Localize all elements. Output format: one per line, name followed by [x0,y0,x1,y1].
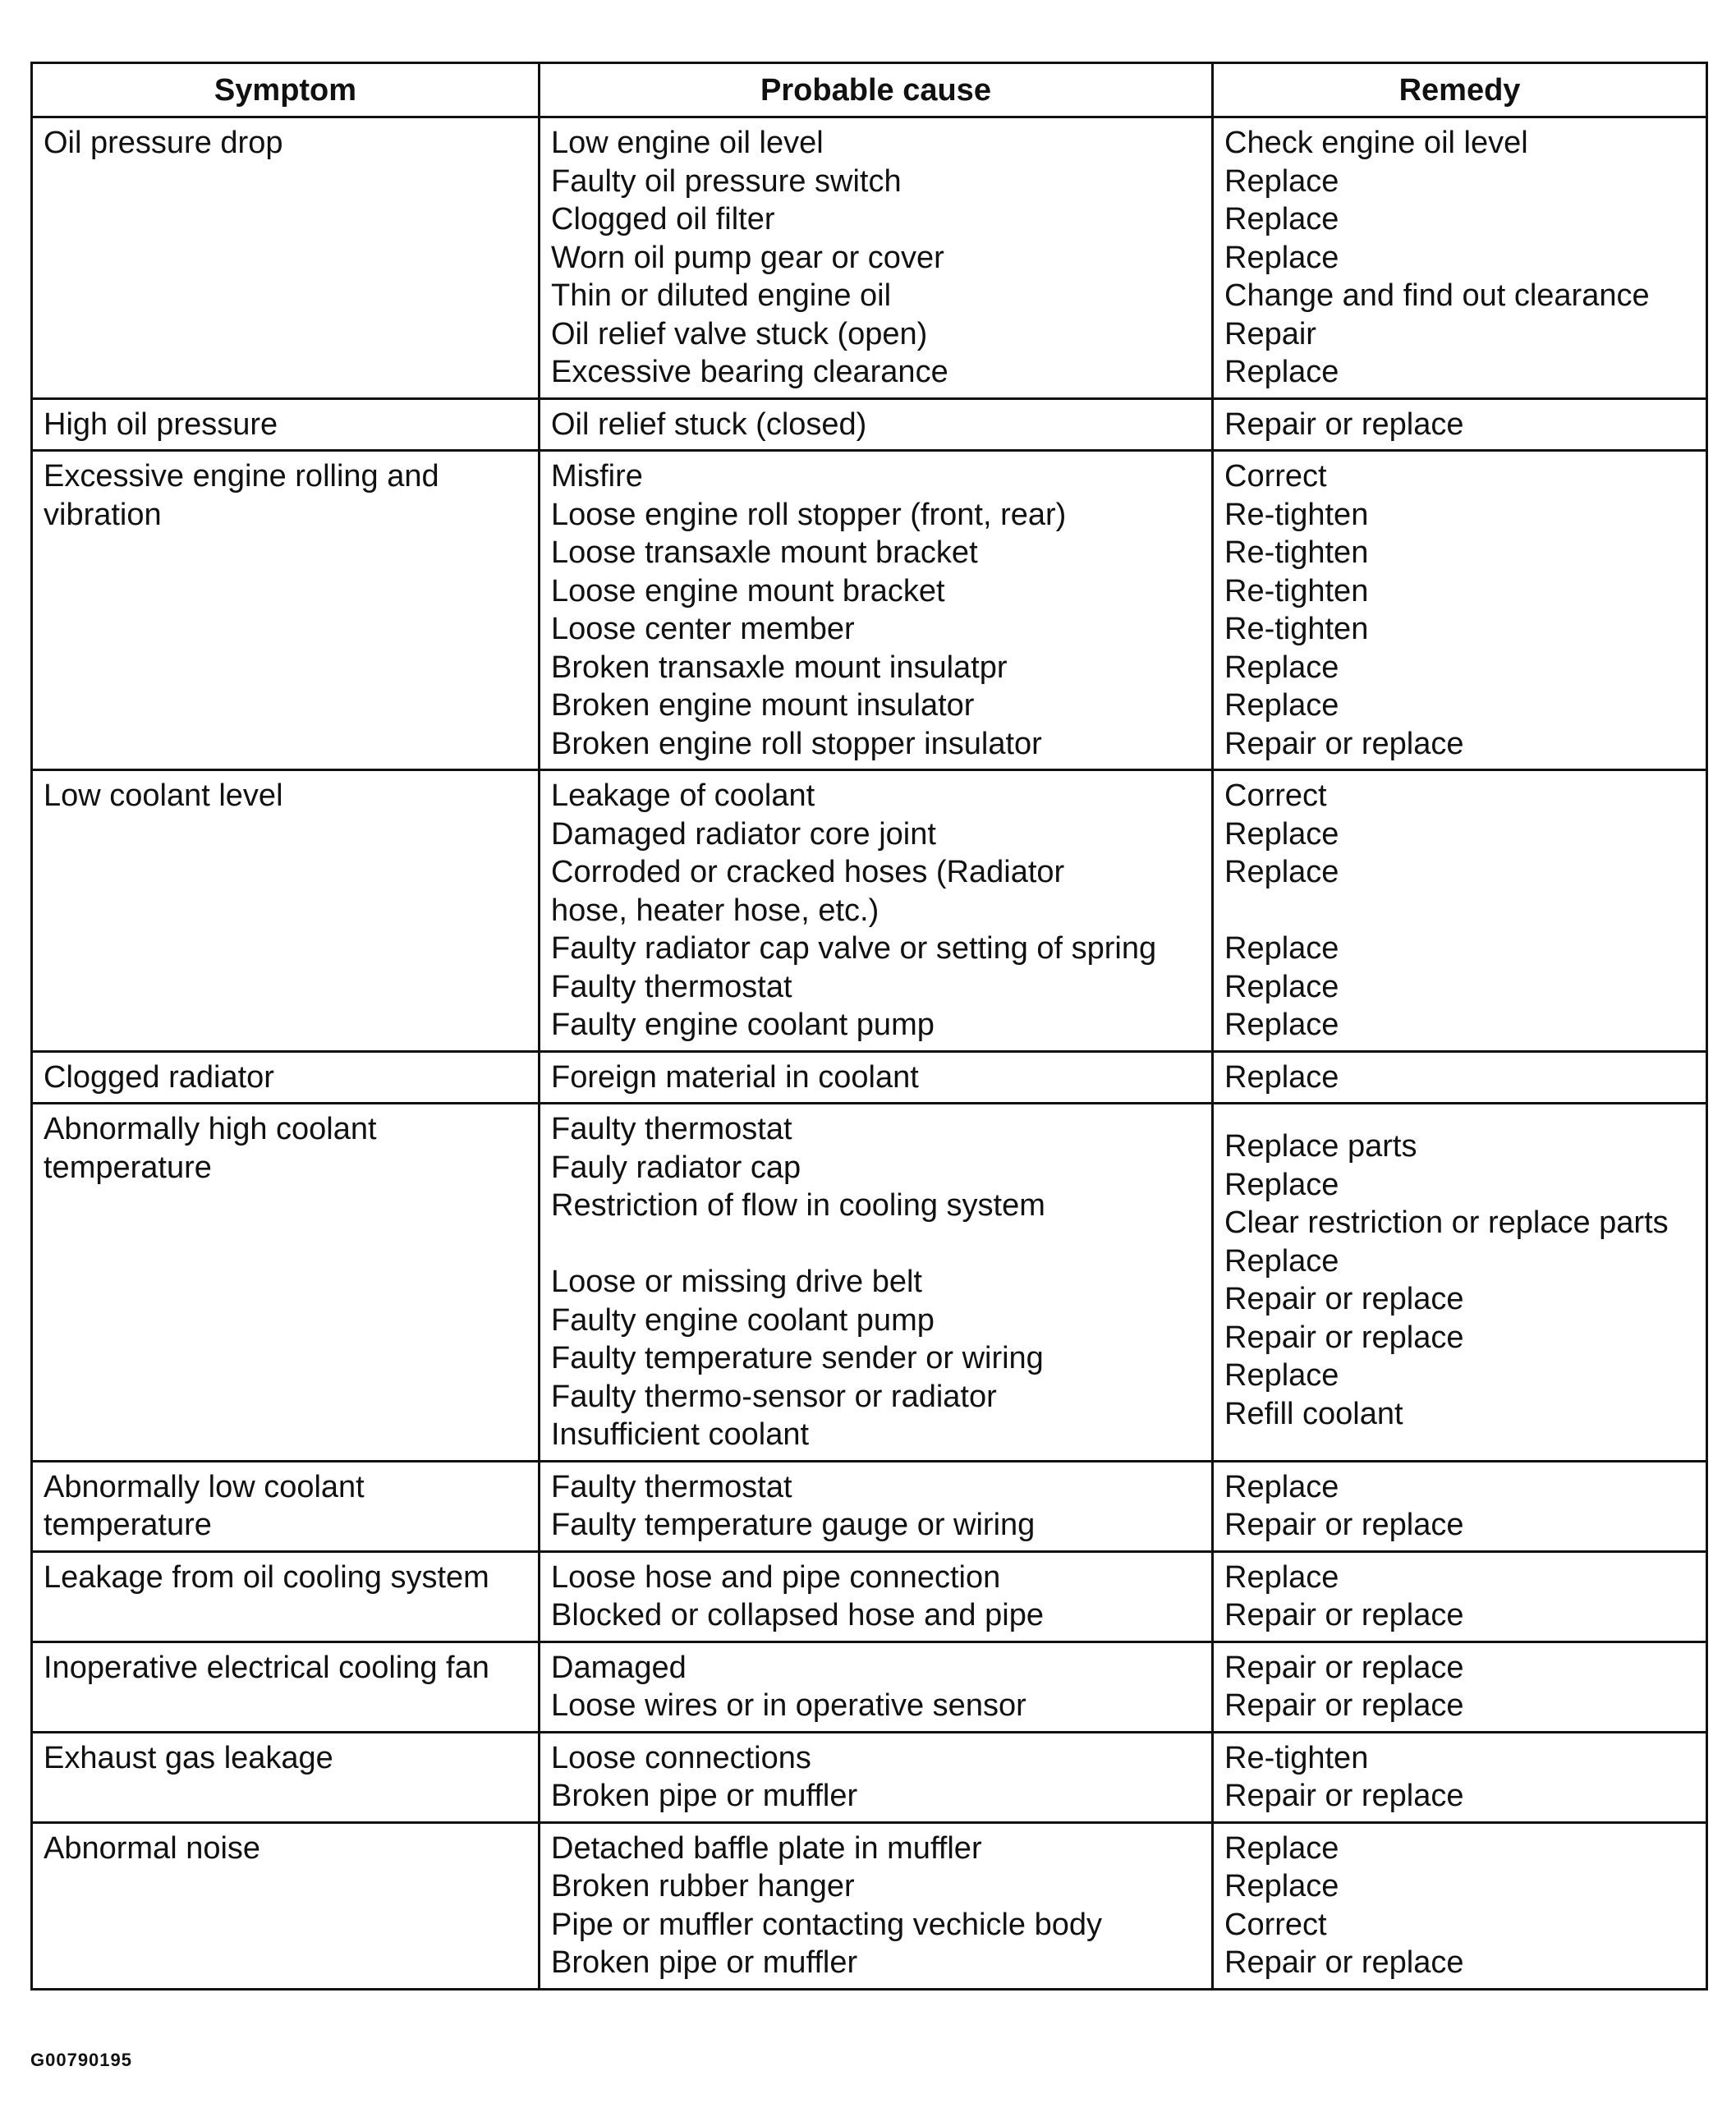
table-row [32,770,1707,1052]
remedy-text: Replace [1224,1243,1339,1279]
symptom-text: temperature [44,1150,212,1185]
cause-text: Faulty temperature sender or wiring [551,1341,1044,1375]
cause-cell-lines [540,1104,1211,1460]
remedy-cell [1213,1551,1707,1642]
remedy-text: Replace [1224,855,1339,889]
cause-text: Broken rubber hanger [551,1869,855,1903]
cause-text: Thin or diluted engine oil [551,278,892,313]
remedy-text: Correct [1224,459,1327,494]
cause-text: Faulty radiator cap valve or setting of spring [551,931,1157,966]
cause-text: Blocked or collapsed hose and pipe [551,1598,1044,1632]
remedy-cell-lines [1214,1643,1706,1731]
cause-text: Loose transaxle mount bracket [551,535,978,570]
symptom-cell-lines [33,771,538,821]
cause-text: Loose wires or in operative sensor [551,1688,1026,1723]
remedy-cell-lines [1214,1733,1706,1821]
header-probable-cause: Probable cause [540,63,1213,117]
cause-cell [540,1732,1213,1822]
remedy-cell [1213,117,1707,399]
remedy-text: Correct [1224,1907,1327,1942]
remedy-text: Repair or replace [1224,1945,1464,1980]
cause-cell-lines [540,1053,1211,1103]
cause-text: Worn oil pump gear or cover [551,240,944,275]
cause-cell [540,117,1213,399]
symptom-text: vibration [44,497,162,532]
remedy-cell [1213,398,1707,451]
remedy-cell-lines [1214,452,1706,769]
remedy-text: Repair or replace [1224,1598,1464,1632]
remedy-text: Re-tighten [1224,535,1369,570]
table-row [32,451,1707,770]
remedy-cell-lines [1214,1824,1706,1988]
symptom-text: Excessive engine rolling and [44,459,439,494]
remedy-text: Replace parts [1224,1129,1417,1164]
cause-text: Clogged oil filter [551,202,775,236]
symptom-text: Abnormal noise [44,1830,261,1866]
symptom-cell [32,1461,540,1551]
cause-text: Excessive bearing clearance [551,355,948,389]
cause-text: Oil relief valve stuck (open) [551,316,928,351]
remedy-text: Repair or replace [1224,1282,1464,1316]
remedy-text: Replace [1224,931,1339,966]
remedy-text [1224,892,1706,930]
cause-text: Fauly radiator cap [551,1150,801,1185]
symptom-cell [32,1104,540,1462]
remedy-cell-lines [1214,771,1706,1050]
cause-text: Loose engine mount bracket [551,573,945,608]
cause-cell-lines [540,771,1211,1050]
remedy-text: Replace [1224,816,1339,852]
cause-cell-lines [540,452,1211,769]
cause-text: Damaged [551,1650,687,1685]
symptom-text: High oil pressure [44,406,278,442]
cause-text: Faulty engine coolant pump [551,1008,935,1042]
table-row [32,1051,1707,1104]
cause-cell-lines [540,1733,1211,1821]
table-row [32,398,1707,451]
symptom-text: Exhaust gas leakage [44,1740,333,1775]
remedy-text: Repair or replace [1224,1650,1464,1685]
cause-cell [540,1822,1213,1989]
cause-text: Faulty thermostat [551,1469,792,1504]
remedy-text: Repair or replace [1224,1508,1464,1542]
cause-text: Loose connections [551,1740,811,1775]
remedy-text: Check engine oil level [1224,126,1528,160]
remedy-text: Re-tighten [1224,497,1369,532]
cause-cell [540,1461,1213,1551]
cause-cell [540,1051,1213,1104]
remedy-text: Repair or replace [1224,1320,1464,1355]
remedy-cell [1213,1051,1707,1104]
symptom-cell [32,1732,540,1822]
header-remedy: Remedy [1213,63,1707,117]
remedy-cell [1213,1822,1707,1989]
remedy-text: Re-tighten [1224,573,1369,608]
remedy-text: Repair [1224,316,1316,351]
remedy-text: Replace [1224,688,1339,723]
symptom-cell [32,398,540,451]
symptom-cell-lines [33,400,538,450]
remedy-text: Replace [1224,650,1339,685]
remedy-text: Replace [1224,1167,1339,1202]
cause-text: Leakage of coolant [551,778,815,813]
cause-text: Pipe or muffler contacting vechicle body [551,1907,1102,1942]
remedy-text: Replace [1224,1830,1339,1866]
cause-text: Misfire [551,459,643,494]
remedy-cell [1213,1104,1707,1462]
remedy-text: Replace [1224,1469,1339,1504]
cause-cell-lines [540,1824,1211,1988]
symptom-text: Oil pressure drop [44,126,283,160]
cause-cell-lines [540,1462,1211,1550]
symptom-cell-lines [33,452,538,540]
cause-text: Oil relief stuck (closed) [551,406,867,442]
cause-text: Detached baffle plate in muffler [551,1830,982,1866]
cause-text: Broken transaxle mount insulatpr [551,650,1008,685]
cause-text: Faulty oil pressure switch [551,163,902,199]
remedy-text: Change and find out clearance [1224,278,1650,313]
symptom-cell [32,770,540,1052]
symptom-text: Clogged radiator [44,1059,274,1095]
cause-cell [540,1104,1213,1462]
remedy-cell-lines [1214,1462,1706,1550]
cause-cell [540,1642,1213,1732]
symptom-text: Inoperative electrical cooling fan [44,1650,489,1685]
remedy-cell [1213,1732,1707,1822]
cause-text: Loose engine roll stopper (front, rear) [551,497,1067,532]
symptom-cell [32,117,540,399]
cause-text: Faulty thermo-sensor or radiator [551,1379,997,1414]
cause-text: Loose or missing drive belt [551,1265,922,1299]
symptom-cell [32,1551,540,1642]
symptom-cell-lines [33,1553,538,1603]
table-body [32,117,1707,1990]
remedy-text: Re-tighten [1224,1740,1369,1775]
symptom-cell [32,1051,540,1104]
symptom-cell [32,451,540,770]
symptom-cell [32,1822,540,1989]
remedy-text: Replace [1224,1869,1339,1903]
remedy-text: Replace [1224,969,1339,1004]
cause-text [551,1225,1211,1264]
cause-cell-lines [540,400,1211,450]
symptom-text: Abnormally low coolant [44,1469,365,1504]
remedy-cell [1213,1461,1707,1551]
cause-text: Faulty engine coolant pump [551,1302,935,1338]
remedy-text: Correct [1224,778,1327,813]
cause-text: Faulty thermostat [551,1112,792,1146]
table-row [32,1732,1707,1822]
remedy-cell [1213,770,1707,1052]
table-row [32,1461,1707,1551]
cause-cell-lines [540,1643,1211,1731]
header-symptom: Symptom [32,63,540,117]
remedy-text: Clear restriction or replace parts [1224,1205,1669,1240]
symptom-text: Low coolant level [44,778,283,813]
cause-cell [540,398,1213,451]
remedy-text: Replace [1224,1559,1339,1595]
remedy-cell-lines [1214,118,1706,397]
cause-cell [540,770,1213,1052]
symptom-cell-lines [33,118,538,168]
symptom-cell-lines [33,1643,538,1693]
table-row [32,1642,1707,1732]
table-row [32,1104,1707,1462]
symptom-text: Abnormally high coolant [44,1112,377,1146]
remedy-text: Repair or replace [1224,1688,1464,1723]
cause-text: Broken pipe or muffler [551,1945,858,1980]
cause-text: Broken pipe or muffler [551,1779,858,1813]
remedy-text: Replace [1224,240,1339,275]
symptom-cell-lines [33,1104,538,1192]
remedy-cell [1213,1642,1707,1732]
remedy-cell-lines [1214,400,1706,450]
cause-text: Loose hose and pipe connection [551,1559,1001,1595]
remedy-text: Re-tighten [1224,612,1369,646]
table-row [32,1822,1707,1989]
cause-text: hose, heater hose, etc.) [551,893,879,928]
remedy-text: Repair or replace [1224,406,1464,442]
remedy-cell-lines [1214,1053,1706,1103]
symptom-text: temperature [44,1508,212,1542]
symptom-cell-lines [33,1824,538,1874]
symptom-cell [32,1642,540,1732]
symptom-cell-lines [33,1462,538,1550]
symptom-cell-lines [33,1053,538,1103]
cause-text: Low engine oil level [551,126,824,160]
cause-cell [540,1551,1213,1642]
cause-text: Restriction of flow in cooling system [551,1188,1045,1223]
cause-text: Broken engine roll stopper insulator [551,726,1042,761]
cause-text: Faulty temperature gauge or wiring [551,1508,1036,1542]
cause-cell-lines [540,1553,1211,1641]
remedy-text: Replace [1224,163,1339,199]
cause-text: Corroded or cracked hoses (Radiator [551,855,1065,889]
cause-text: Loose center member [551,612,855,646]
cause-cell-lines [540,118,1211,397]
remedy-text: Replace [1224,355,1339,389]
remedy-cell [1213,451,1707,770]
cause-text: Insufficient coolant [551,1417,810,1452]
remedy-text: Repair or replace [1224,726,1464,761]
remedy-text: Replace [1224,1008,1339,1042]
cause-text: Foreign material in coolant [551,1059,919,1095]
remedy-text: Replace [1224,1358,1339,1393]
table-row [32,1551,1707,1642]
remedy-text: Replace [1224,1059,1339,1095]
cause-text: Damaged radiator core joint [551,816,936,852]
remedy-cell-lines [1214,1553,1706,1641]
troubleshooting-table [30,62,1708,1991]
table-row [32,117,1707,399]
cause-text: Broken engine mount insulator [551,688,975,723]
remedy-text: Replace [1224,202,1339,236]
cause-text: Faulty thermostat [551,969,792,1004]
symptom-text: Leakage from oil cooling system [44,1559,489,1595]
symptom-cell-lines [33,1733,538,1784]
table-header-row [32,63,1707,117]
remedy-cell-lines [1214,1104,1706,1439]
remedy-text: Repair or replace [1224,1779,1464,1813]
cause-cell [540,451,1213,770]
figure-id: G00790195 [30,2050,132,2070]
remedy-text: Refill coolant [1224,1396,1403,1431]
